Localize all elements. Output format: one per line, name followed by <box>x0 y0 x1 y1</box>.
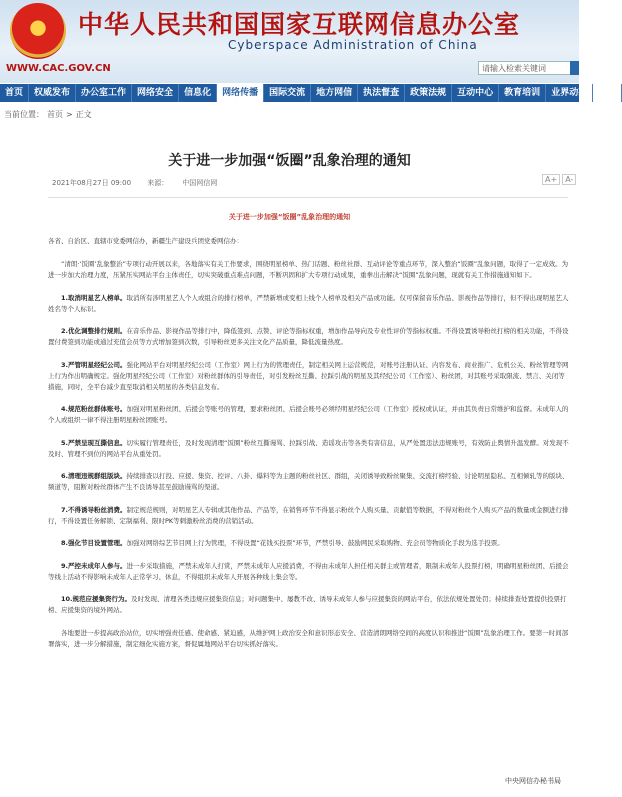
national-emblem-icon <box>10 3 66 59</box>
nav-item-international[interactable]: 国际交流 <box>264 84 311 102</box>
list-item <box>48 438 570 460</box>
article-meta <box>52 178 245 188</box>
item-heading: 8.强化节目设置管理。 <box>61 539 127 547</box>
item-heading: 10.规范应援集资行为。 <box>61 595 132 603</box>
breadcrumb-current: 正文 <box>75 110 92 119</box>
salutation: 各省、自治区、直辖市党委网信办，新疆生产建设兵团党委网信办： <box>48 237 243 245</box>
list-item <box>48 505 570 527</box>
nav-item-enforcement[interactable]: 执法督查 <box>358 84 405 102</box>
signature: 中央网信办秘书局 <box>505 777 561 785</box>
list-item <box>48 326 570 348</box>
item-heading: 7.不得诱导粉丝消费。 <box>61 505 127 514</box>
nav-item-training[interactable]: 教育培训 <box>499 84 546 102</box>
item-text: 强化网站平台对明星经纪公司（工作室）网上行为的管理责任，制定相关网上运营规范，对账号注册认证、内容发布、商业推广、危机公关、粉丝管理等网上行为作出明确规定。强化明星经纪公司（工作室）对粉丝群体的引导责任，对引发粉丝互撕、拉踩引战的明星及其经纪公司（工作室）、粉丝团，对其账号采取限流、禁言、关闭等措施，同时，全平台减少直至取消相关明星的各类信息发布。 <box>48 360 569 391</box>
item-heading: 2.优化调整排行规则。 <box>61 327 127 335</box>
nav-item-communication[interactable]: 网络传播 <box>217 84 264 102</box>
document-heading: 关于进一步加强“饭圈”乱象治理的通知 <box>228 213 351 221</box>
breadcrumb-separator: > <box>66 110 73 119</box>
site-title-english: Cyberspace Administration of China <box>228 38 478 52</box>
main-nav <box>0 84 617 102</box>
nav-item-industry[interactable]: 业界动态 <box>546 84 593 102</box>
article-body <box>48 236 570 661</box>
list-item <box>48 594 570 616</box>
nav-item-policy[interactable]: 政策法规 <box>405 84 452 102</box>
list-item <box>48 471 570 493</box>
item-heading: 1.取消明星艺人榜单。 <box>61 293 127 302</box>
item-text: 加强对明星粉丝团、后援会等账号的管理，要求粉丝团、后援会账号必须经明星经纪公司（工作室）授权或认证，并由其负责日常维护和监督。未成年人的个人或组织一律不得注册明星粉丝团账号。 <box>48 405 569 424</box>
nav-item-informatization[interactable]: 信息化 <box>179 84 217 102</box>
search-input[interactable]: 请输入检索关键词 <box>478 61 572 75</box>
item-heading: 9.严控未成年人参与。 <box>61 561 127 570</box>
site-header <box>0 0 579 83</box>
divider <box>48 197 568 198</box>
breadcrumb-prefix: 当前位置： <box>4 110 44 119</box>
site-url[interactable]: WWW.CAC.GOV.CN <box>6 63 111 74</box>
source-label: 来源： <box>147 179 169 187</box>
item-text: 进一步采取措施，严禁未成年人打赏，严禁未成年人应援消费，不得由未成年人担任相关群主或管理者，限制未成年人投票打榜，明确明星粉丝团、后援会等线上活动不得影响未成年人正常学习、休息，不得组织未成年人开展各种线上集会等。 <box>48 561 569 581</box>
nav-item-local[interactable]: 地方网信 <box>311 84 358 102</box>
list-item <box>48 404 570 426</box>
list-item <box>48 538 570 549</box>
list-item <box>48 360 570 393</box>
page-title: 关于进一步加强“饭圈”乱象治理的通知 <box>168 153 411 169</box>
nav-item-interaction[interactable]: 互动中心 <box>452 84 499 102</box>
item-text: 制定规范规则，对明星艺人专辑或其他作品、产品等，在销售环节不得显示粉丝个人购买量、贡献值等数据，不得对粉丝个人购买产品的数量或金额进行排行，不得设置任务解锁、定制福利、限时PK等刺激粉丝消费的营销活动。 <box>48 505 569 525</box>
font-decrease-button[interactable]: A- <box>562 174 576 185</box>
list-item <box>48 293 570 315</box>
item-text: 取消所有涉明星艺人个人或组合的排行榜单，严禁新增或变相上线个人榜单及相关产品或功能。仅可保留音乐作品、影视作品等排行，但不得出现明星艺人姓名等个人标识。 <box>48 293 569 313</box>
list-item <box>48 561 570 583</box>
article-date: 2021年08月27日 09:00 <box>52 179 132 187</box>
breadcrumb <box>4 109 95 120</box>
item-text: 持续排查以打投、应援、集资、控评、八卦、爆料等为主题的粉丝社区、群组，关闭诱导致粉丝聚集、交流打榜经验、讨论明星隐私、互相倾轧等的版块、频道等，阻断对粉丝群体产生不良诱导甚至鼓励谩骂的渠道。 <box>48 472 569 491</box>
intro-paragraph: “清朗·‘饭圈’乱象整治”专项行动开展以来，各地落实有关工作要求，围绕明星榜单、热门话题、粉丝社群、互动评论等重点环节，深入整治“饭圈”乱象问题，取得了一定成效。为进一步加大治理力度，压紧压实网站平台主体责任，切实突破重点难点问题，不断巩固和扩大专项行动成果，重拳出击解决“饭圈”乱象问题，现就有关工作措施通知如下。 <box>48 260 569 279</box>
breadcrumb-home[interactable]: 首页 <box>47 110 63 119</box>
nav-item-office[interactable]: 办公室工作 <box>76 84 132 102</box>
item-text: 在音乐作品、影视作品等排行中，降低签到、点赞、评论等指标权重，增加作品导向及专业性评价等指标权重。不得设置诱导粉丝打榜的相关功能，不得设置付费签到功能或通过充值会员等方式增加签到次数，引导粉丝更多关注文化产品质量，降低流量热度。 <box>48 327 569 346</box>
search-icon[interactable] <box>570 61 579 75</box>
site-title: 中华人民共和国国家互联网信息办公室 <box>78 10 521 39</box>
item-heading: 3.严管明星经纪公司。 <box>61 360 127 369</box>
font-size-controls <box>540 175 576 184</box>
item-text: 切实履行管理责任，及时发现清理“饭圈”粉丝互撕谩骂、拉踩引战、造谣攻击等各类有害信息，从严处置违法违规账号，有效防止舆情升温发酵。对发现不及时、管理不到位的网站平台从重处罚。 <box>48 438 569 458</box>
item-heading: 4.规范粉丝群体账号。 <box>61 405 127 413</box>
nav-item-home[interactable]: 首页 <box>0 84 29 102</box>
item-heading: 6.清理违规群组版块。 <box>61 472 127 480</box>
item-text: 及时发现、清理各类违规应援集资信息；对问题集中、屡教不改、诱导未成年人参与应援集资的网站平台，依法依规处置处罚；持续排查处置提供投票打榜、应援集资的境外网站。 <box>48 595 567 614</box>
item-heading: 5.严禁呈现互撕信息。 <box>61 438 127 447</box>
closing-paragraph: 各地要进一步提高政治站位，切实增强责任感、使命感、紧迫感，从维护网上政治安全和意识形态安全、营造清朗网络空间的高度认识和推进“饭圈”乱象治理工作。要第一时间部署落实，进一步分解措施，制定细化实施方案，督促属地网站平台切实抓好落实。 <box>48 628 569 648</box>
nav-item-security[interactable]: 网络安全 <box>132 84 179 102</box>
article-source: 中国网信网 <box>182 179 218 187</box>
nav-item-releases[interactable]: 权威发布 <box>29 84 76 102</box>
font-increase-button[interactable]: A+ <box>542 174 560 185</box>
item-text: 加强对网络综艺节目网上行为管理，不得设置“花钱买投票”环节，严禁引导、鼓励网民采取购物、充会员等物质化手段为选手投票。 <box>126 539 504 547</box>
nav-item-notice[interactable]: 公示 <box>593 84 622 102</box>
